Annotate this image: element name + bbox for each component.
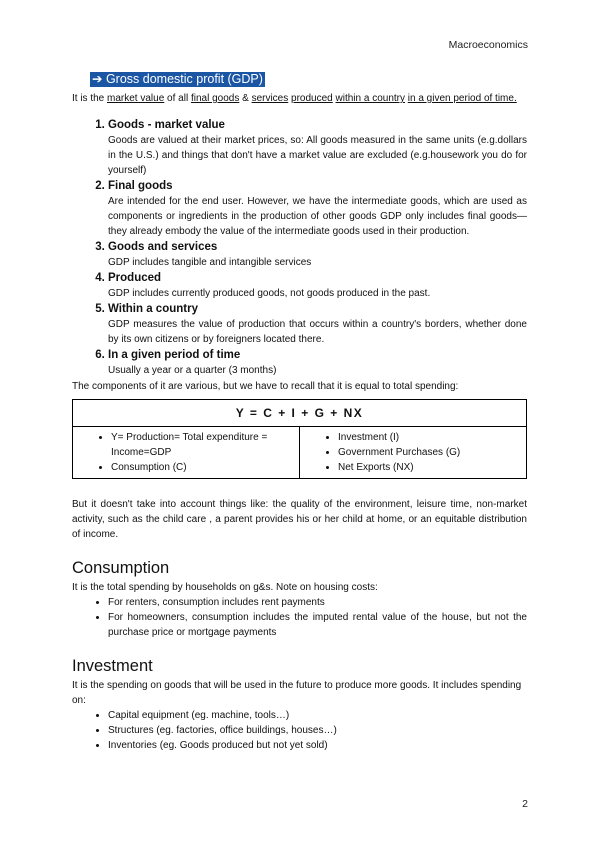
item-description: GDP measures the value of production that occurs within a country's borders, whether done by its own citizens or by foreigners located there.	[108, 319, 527, 345]
investment-text: It is the spending on goods that will be used in the future to produce more goods. It includes spending on:	[72, 680, 522, 706]
gdp-title-highlight: ➔ Gross domestic profit (GDP)	[92, 72, 263, 86]
page-header: Macroeconomics	[448, 39, 528, 51]
gdp-equation: Y = C + I + G + NX	[73, 400, 527, 427]
page-number: 2	[522, 798, 528, 810]
gdp-limitations: But it doesn't take into account things like: the quality of the environment, leisure time, non-market activity, such as the child care , a parent provides his or her child at home, or an equitable distribution of income.	[72, 499, 527, 540]
gdp-components-list	[72, 117, 527, 378]
item-description: GDP includes tangible and intangible services	[108, 257, 312, 268]
item-description: Goods are valued at their market prices, so: All goods measured in the same units (e.g.dollars in the U.S.) and things that don't have a market value are excluded (e.g.housework you do for yourself)	[108, 135, 527, 176]
list-item: • Y= Production= Total expenditure = Income=GDP	[111, 430, 295, 460]
item-title: 3. Goods and services	[108, 241, 218, 253]
definition-text: It is the	[72, 93, 108, 104]
definition-term-services: services	[251, 93, 289, 104]
definition-term-within-country: within a country	[335, 93, 405, 104]
item-description: GDP includes currently produced goods, not goods produced in the past.	[108, 288, 431, 299]
list-item: • For renters, consumption includes rent payments	[108, 595, 527, 610]
list-item	[108, 239, 527, 270]
definition-term-given-period: in a given period of time.	[407, 93, 517, 104]
list-item: • Inventories (eg. Goods produced but not yet sold)	[108, 738, 527, 753]
item-title: 5. Within a country	[108, 303, 198, 315]
list-item	[108, 301, 527, 347]
definition-term-produced: produced	[291, 93, 333, 104]
item-title: 6. In a given period of time	[108, 349, 241, 361]
list-item: • Government Purchases (G)	[338, 445, 522, 460]
item-description: Usually a year or a quarter (3 months)	[108, 365, 277, 376]
list-item	[108, 117, 527, 178]
list-item: • Capital equipment (eg. machine, tools…)	[108, 708, 527, 723]
item-description: Are intended for the end user. However, we have the intermediate goods, which are used as components or ingredients in the production of other goods GDP only includes final goods—they already embody the value of the intermediate goods used in their production.	[108, 196, 527, 237]
definition-text: &	[239, 93, 252, 104]
list-item: • For homeowners, consumption includes the imputed rental value of the house, but not the purchase price or mortgage payments	[108, 610, 527, 640]
consumption-heading: Consumption	[72, 559, 170, 577]
investment-heading: Investment	[72, 657, 153, 675]
table-cell-left	[73, 427, 300, 479]
list-item: • Structures (eg. factories, office buildings, houses…)	[108, 723, 527, 738]
document-body	[72, 72, 527, 753]
list-item	[108, 178, 527, 239]
list-item: • Investment (I)	[338, 430, 522, 445]
investment-list	[72, 708, 527, 753]
consumption-text: It is the total spending by households on g&s. Note on housing costs:	[72, 582, 378, 593]
definition-text: of all	[164, 93, 191, 104]
definition-term-market-value: market value	[107, 93, 165, 104]
gdp-equation-table	[72, 399, 527, 479]
table-cell-right	[300, 427, 527, 479]
item-title: 1. Goods - market value	[108, 119, 225, 131]
item-title: 2. Final goods	[108, 180, 173, 192]
gdp-definition	[72, 91, 527, 106]
components-intro: The components of it are various, but we have to recall that it is equal to total spending:	[72, 381, 459, 392]
list-item: • Consumption (C)	[111, 460, 295, 475]
gdp-title	[72, 72, 527, 88]
list-item	[108, 347, 527, 378]
list-item: • Net Exports (NX)	[338, 460, 522, 475]
consumption-list	[72, 595, 527, 640]
definition-term-final-goods: final goods	[190, 93, 240, 104]
item-title: 4. Produced	[108, 272, 162, 284]
list-item	[108, 270, 527, 301]
